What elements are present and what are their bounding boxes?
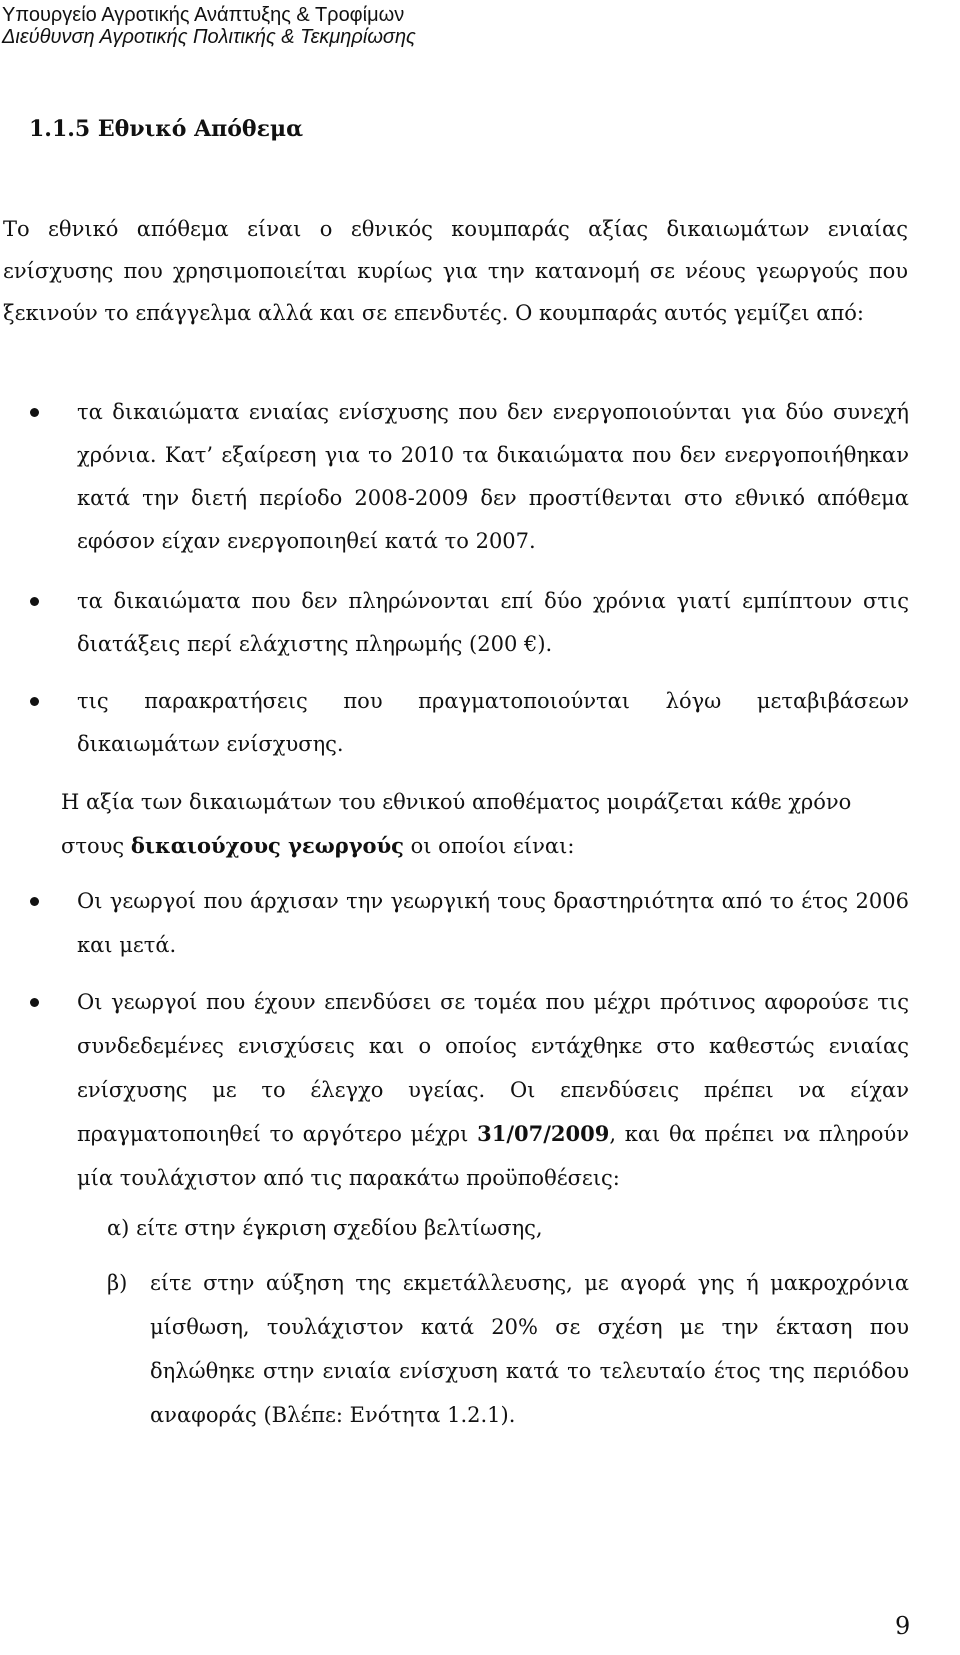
condition-label: β) (107, 1271, 128, 1295)
distribution-text-end: οι οποίοι είναι: (410, 834, 575, 858)
bullet-icon (30, 998, 39, 1007)
list-item-text: Οι γεωργοί που έχουν επενδύσει σε τομέα που μέχρι πρότινος αφορούσε τις συνδεδεμένες ενισχύσεις και ο οποίος εντάχθηκε στο καθεστώς ενιαίας ενίσχυσης με το έλεγχο υγείας. Οι επενδύσεις πρέπει να είχαν πραγματοποιηθεί το αργότερο μέχρι (77, 990, 909, 1146)
condition-text: είτε στην αύξηση της εκμετάλλευσης, με αγορά γης ή μακροχρόνια μίσθωση, τουλάχιστον κατά 20% σε σχέση με την έκταση που δηλώθηκε στην ενιαία ενίσχυση κατά το τελευταίο έτος της περιόδου αναφοράς (Βλέπε: Ενότητα 1.2.1). (150, 1271, 909, 1427)
bullet-icon (30, 897, 39, 906)
list-item (77, 680, 909, 766)
condition-text: είτε στην έγκριση σχεδίου βελτίωσης, (136, 1216, 543, 1240)
condition-item (107, 1261, 909, 1437)
intro-paragraph: Το εθνικό απόθεμα είναι ο εθνικός κουμπαράς αξίας δικαιωμάτων ενιαίας ενίσχυσης που χρησιμοποιείται κυρίως για την κατανομή σε νέους γεωργούς που ξεκινούν το επάγγελμα αλλά και σε επενδυτές. Ο κουμπαράς αυτός γεμίζει από: (3, 217, 908, 325)
distribution-text: Η αξία των δικαιωμάτων του εθνικού αποθέματος μοιράζεται κάθε χρόνο στους (61, 790, 852, 858)
list-item (77, 391, 909, 563)
condition-label: α) (107, 1216, 130, 1240)
bullet-icon (30, 697, 39, 706)
distribution-paragraph (61, 781, 911, 868)
bullet-icon (30, 408, 39, 417)
list-item-text: τις παρακρατήσεις που πραγματοποιούνται λόγω μεταβιβάσεων δικαιωμάτων ενίσχυσης. (77, 689, 909, 756)
header-ministry: Υπουργείο Αγροτικής Ανάπτυξης & Τροφίμων (2, 4, 405, 26)
list-item (77, 980, 909, 1200)
deadline-date: 31/07/2009 (477, 1121, 610, 1146)
distribution-emphasis: δικαιούχους γεωργούς (130, 833, 404, 858)
section-title: 1.1.5 Εθνικό Απόθεμα (29, 116, 304, 142)
list-item (77, 879, 909, 967)
list-item-text: τα δικαιώματα που δεν πληρώνονται επί δύο χρόνια γιατί εμπίπτουν στις διατάξεις περί ελάχιστης πληρωμής (200 €). (77, 589, 909, 656)
bullet-icon (30, 597, 39, 606)
list-item-text: τα δικαιώματα ενιαίας ενίσχυσης που δεν ενεργοποιούνται για δύο συνεχή χρόνια. Κατ’ εξαίρεση για το 2010 τα δικαιώματα που δεν ενεργοποιήθηκαν κατά την διετή περίοδο 2008-2009 δεν προστίθενται στο εθνικό απόθεμα εφόσον είχαν ενεργοποιηθεί κατά το 2007. (77, 400, 909, 553)
list-item (77, 580, 909, 666)
header-directorate: Διεύθυνση Αγροτικής Πολιτικής & Τεκμηρίωσης (2, 26, 416, 48)
condition-item (107, 1206, 543, 1250)
page-number: 9 (895, 1612, 911, 1640)
list-item-text: Οι γεωργοί που άρχισαν την γεωργική τους δραστηριότητα από το έτος 2006 και μετά. (77, 889, 909, 957)
list-item-text-end: , και θα πρέπει να πληρούν μία τουλάχιστον από τις παρακάτω προϋποθέσεις: (77, 1122, 909, 1190)
